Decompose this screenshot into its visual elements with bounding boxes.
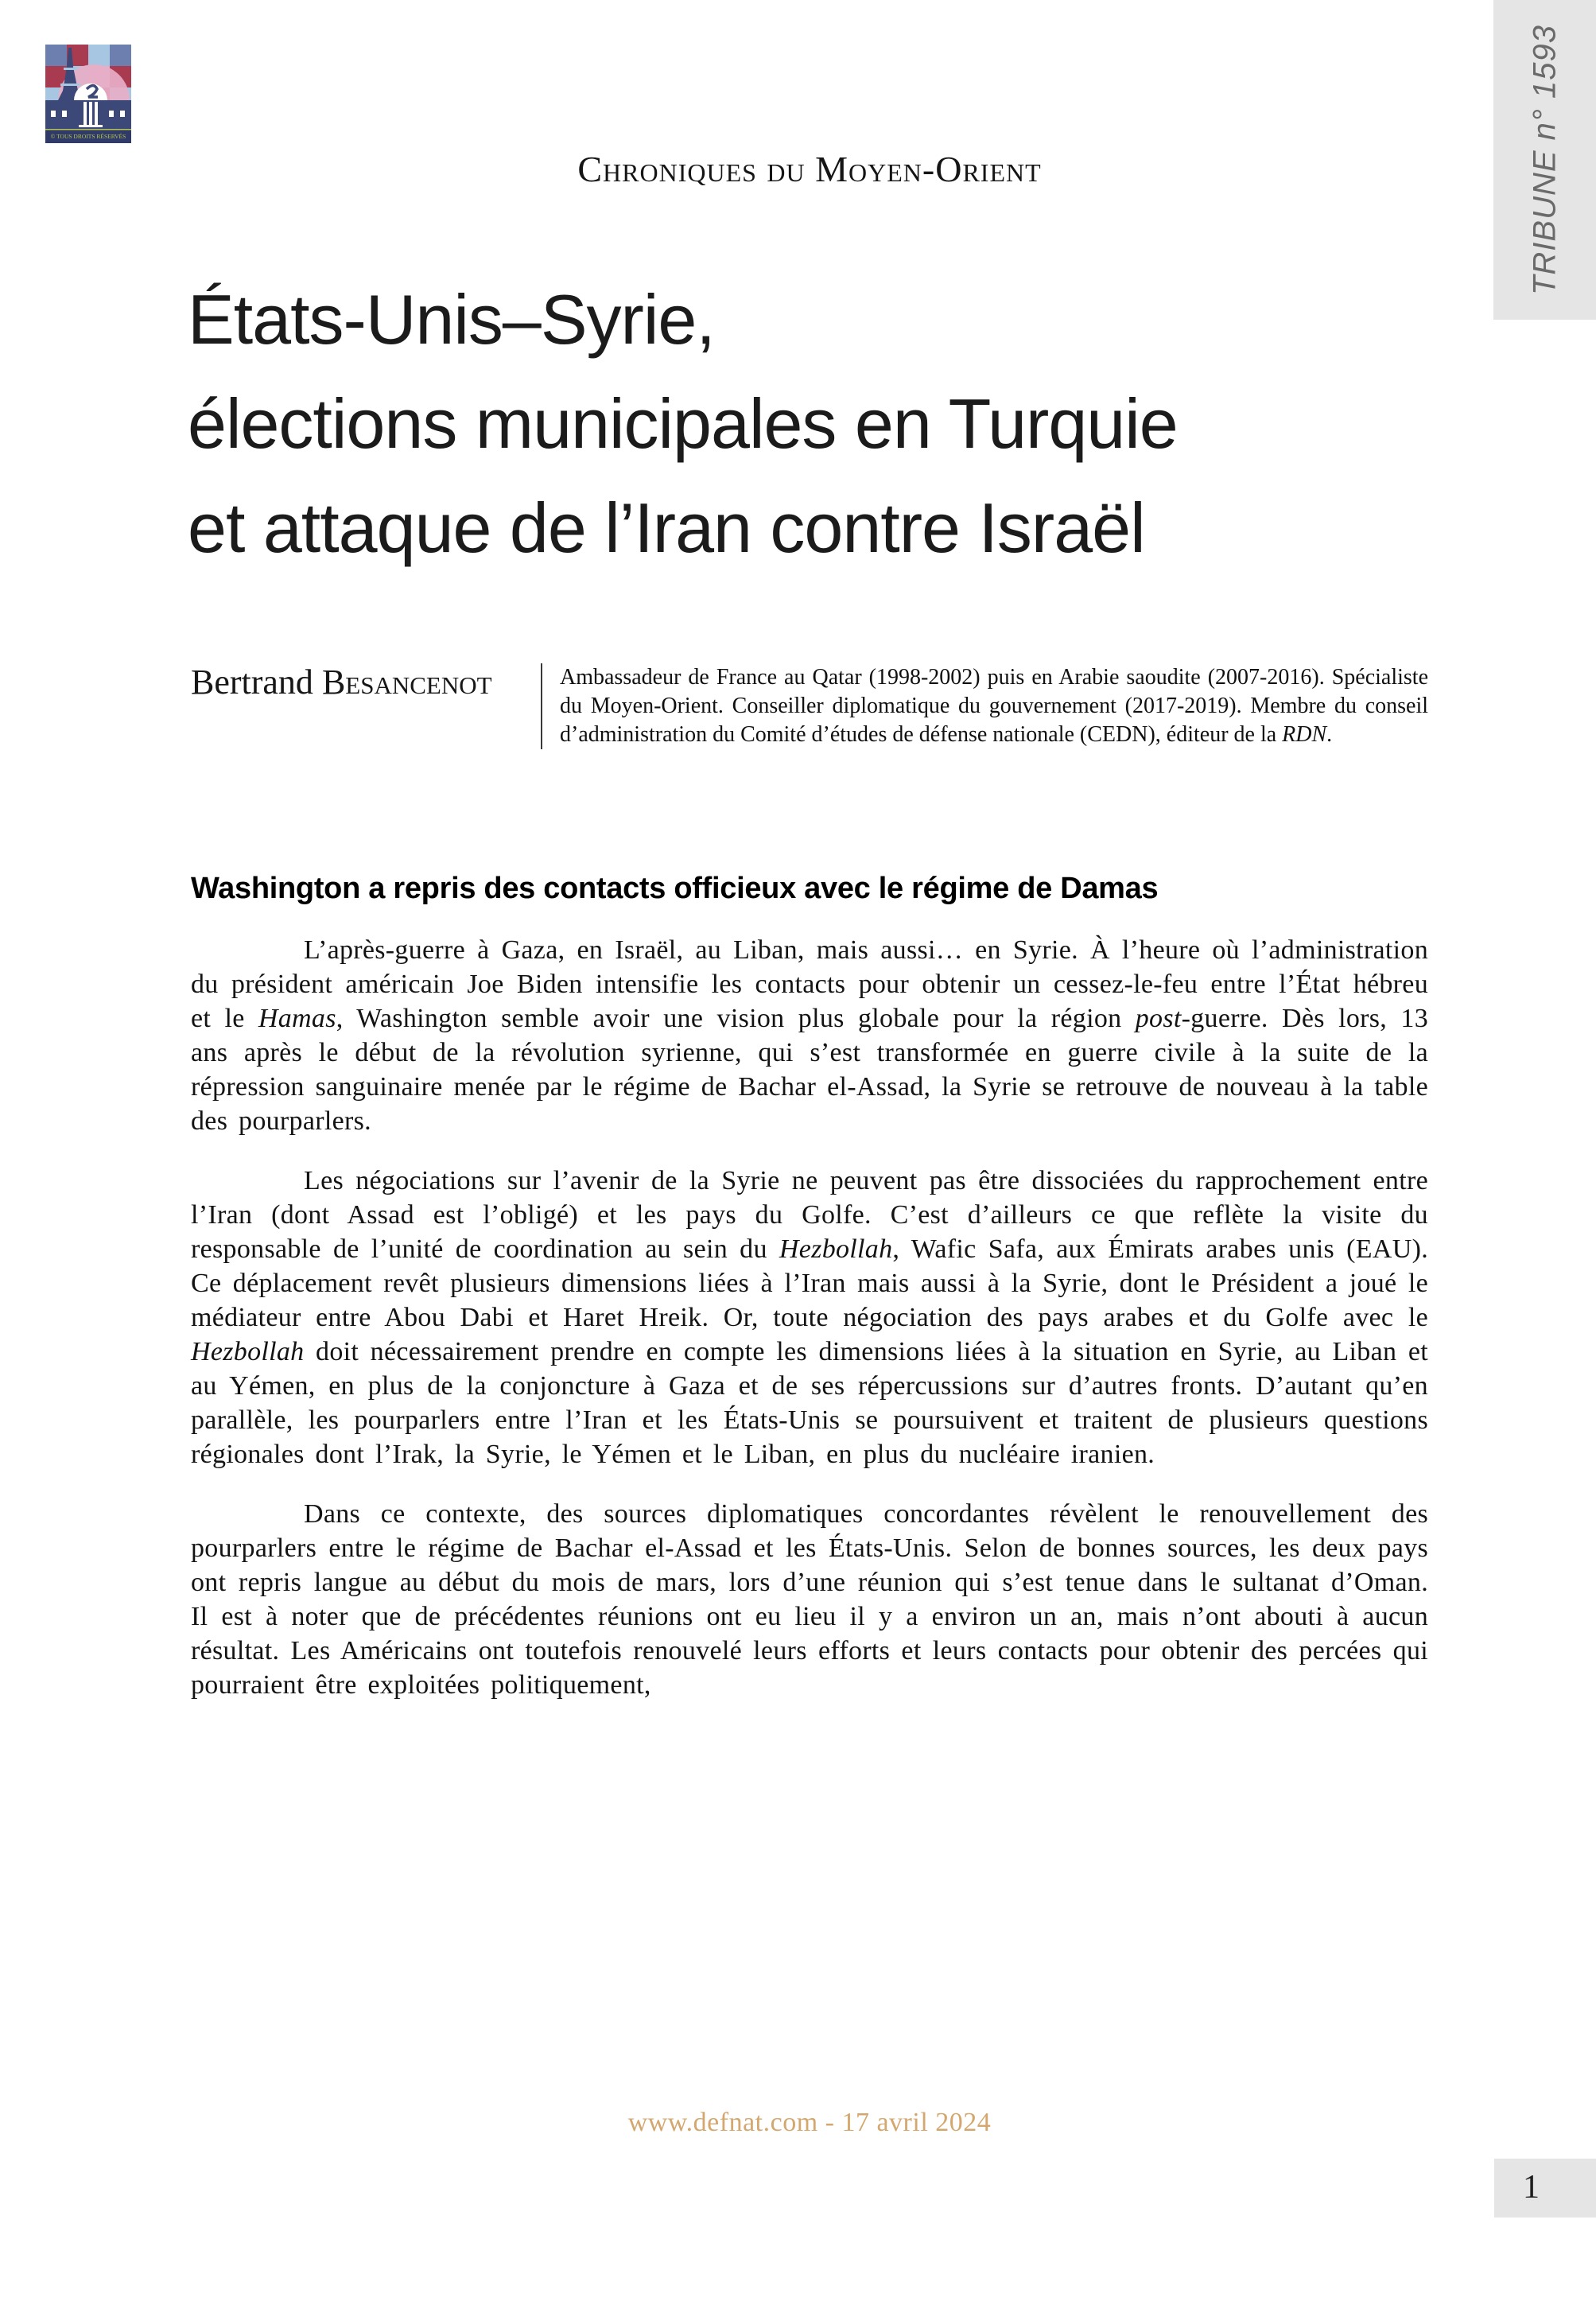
page-number-badge: 1 bbox=[1494, 2159, 1596, 2217]
tribune-label: TRIBUNE n° 1593 bbox=[1527, 24, 1562, 296]
italic-term: Hezbollah bbox=[779, 1234, 893, 1264]
text-run: doit nécessairement prendre en compte les dimensions liées à la situation en Syrie, au Liban et au Yémen, en plus de la conjoncture à Gaza et de ses répercussions sur d’autres fronts. D’autant qu’en parallèle, les pourparlers entre l’Iran et les États-Unis se poursuivent et traitent de plusieurs questions régionales dont l’Irak, la Syrie, le Yémen et le Liban, en plus du nucléaire iranien. bbox=[191, 1337, 1428, 1469]
rdn-publisher-logo bbox=[45, 45, 131, 143]
text-run: Ambassadeur de France au Qatar (1998-2002) puis en Arabie saoudite (2007-2016). Spécialiste du Moyen-Orient. Conseiller diplomatique du gouvernement (2017-2019). Membre du conseil d’administration du Comité d’études de défense nationale (CEDN), éditeur de la bbox=[560, 665, 1428, 747]
text-run: , Washington semble avoir une vision plus globale pour la région bbox=[336, 1004, 1136, 1033]
author-divider bbox=[541, 663, 542, 749]
paragraph bbox=[191, 1164, 1428, 1471]
logo-caption: © TOUS DROITS RÉSERVÉS bbox=[50, 133, 126, 140]
text-run: , Wafic Safa, aux Émirats arabes unis (EAU). Ce déplacement revêt plusieurs dimensions liées à l’Iran mais aussi à la Syrie, dont le Président a joué le médiateur entre Abou Dabi et Haret Hreik. Or, toute négociation des pays arabes et du Golfe avec le bbox=[191, 1234, 1429, 1332]
text-run: Les négociations sur l’avenir de la Syrie ne peuvent pas être dissociées du rapprochement entre l’Iran (dont Assad est l’obligé) et les pays du Golfe. C’est d’ailleurs ce que reflète la visite du responsable de l’unité de coordination au sein du bbox=[191, 1166, 1428, 1264]
text-run: L’après-guerre à Gaza, en Israël, au Liban, mais aussi… en Syrie. À l’heure où l’administration du président américain Joe Biden intensifie les contacts pour obtenir un cessez-le-feu entre l’État hébreu et le bbox=[191, 935, 1428, 1033]
italic-term: Hamas bbox=[258, 1004, 336, 1033]
article-body bbox=[191, 933, 1428, 1702]
paragraph bbox=[191, 933, 1428, 1138]
text-run: Dans ce contexte, des sources diplomatiques concordantes révèlent le renouvellement des pourparlers entre le régime de Bachar el-Assad et les États-Unis. Selon de bonnes sources, les deux pays ont repris langue au début du mois de mars, lors d’une réunion qui s’est tenue dans le sultanat d’Oman. Il est à noter que de précédentes réunions ont eu lieu il y a environ un an, mais n’ont abouti à aucun résultat. Les Américains ont toutefois renouvelé leurs efforts et leurs contacts pour obtenir des percées qui pourraient être exploitées politiquement, bbox=[191, 1499, 1428, 1700]
text-run: -guerre. Dès lors, 13 ans après le début de la révolution syrienne, qui s’est transformée en guerre civile à la suite de la répression sanguinaire menée par le régime de Bachar el-Assad, la Syrie se retrouve de nouveau à la table des pourparlers. bbox=[191, 1004, 1428, 1136]
author-first-name: Bertrand bbox=[191, 663, 313, 702]
title-line-2: élections municipales en Turquie bbox=[188, 384, 1178, 463]
text-run: . bbox=[1326, 722, 1333, 747]
author-block bbox=[191, 663, 1428, 749]
footer-link[interactable]: www.defnat.com - 17 avril 2024 bbox=[627, 2108, 992, 2137]
author-name bbox=[191, 663, 541, 749]
logo-caption-strip bbox=[45, 129, 131, 143]
collection-header: Chroniques du Moyen-Orient bbox=[577, 149, 1042, 189]
author-bio bbox=[560, 663, 1428, 749]
title-line-3: et attaque de l’Iran contre Israël bbox=[188, 488, 1145, 567]
italic-term: post bbox=[1135, 1004, 1182, 1033]
article-content bbox=[191, 872, 1428, 1702]
italic-term: RDN bbox=[1282, 722, 1327, 747]
paragraph bbox=[191, 1497, 1428, 1702]
section-heading: Washington a repris des contacts officieux avec le régime de Damas bbox=[191, 872, 1159, 905]
author-last-name: Besancenot bbox=[321, 663, 492, 702]
article-title bbox=[188, 267, 1540, 580]
page-footer bbox=[191, 2108, 1428, 2138]
italic-term: Hezbollah bbox=[191, 1337, 305, 1366]
title-line-1: États-Unis–Syrie, bbox=[188, 280, 715, 359]
